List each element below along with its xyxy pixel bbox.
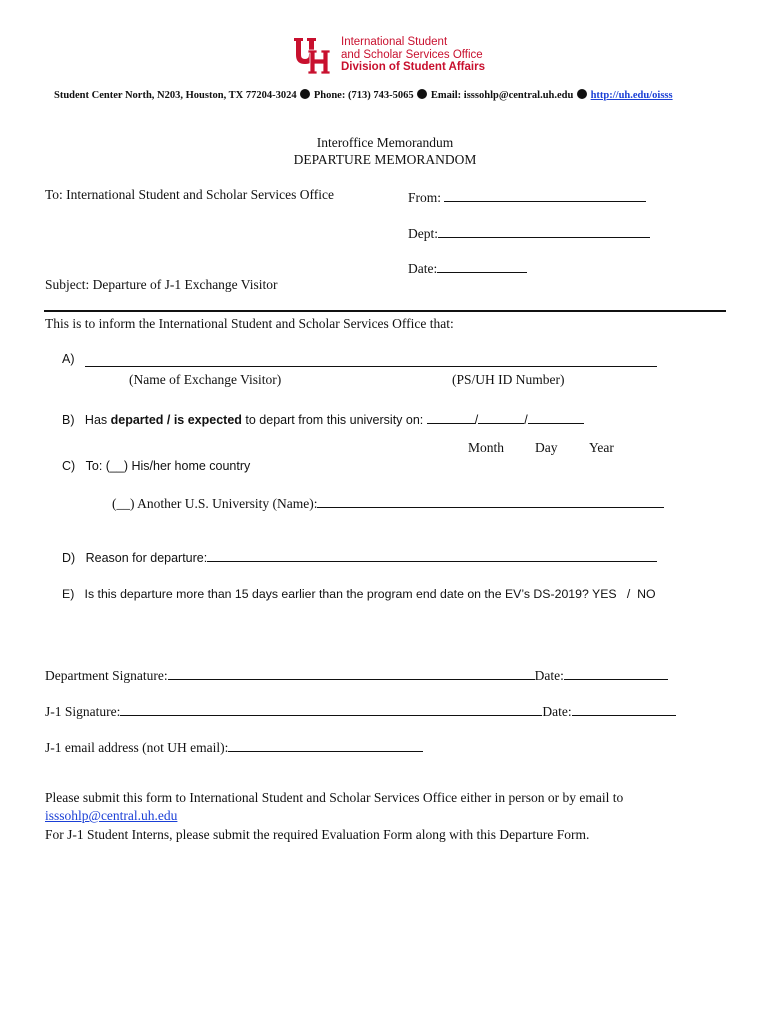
phone-icon <box>300 89 310 99</box>
item-b <box>62 409 584 427</box>
item-e-question: Is this departure more than 15 days earlier than the program end date on the EV’s DS-2019? <box>84 587 589 601</box>
interns-note: For J-1 Student Interns, please submit the required Evaluation Form along with this Departure Form. <box>45 827 590 842</box>
reason-field[interactable] <box>207 547 657 562</box>
item-e <box>62 587 656 601</box>
yes-no-sep: / <box>626 587 631 601</box>
dept-signature-date-label: Date: <box>534 668 564 683</box>
dept-label: Dept: <box>408 226 438 241</box>
date-sep-1: / <box>474 413 479 427</box>
yes-option[interactable]: YES <box>592 587 617 601</box>
contact-line <box>54 89 673 101</box>
j1-signature-date-field[interactable] <box>572 701 676 716</box>
dept-field[interactable] <box>438 223 650 238</box>
j1-email-row <box>45 737 423 756</box>
uh-logo-icon <box>292 36 336 76</box>
submit-email-link[interactable]: isssohlp@central.uh.edu <box>45 808 178 823</box>
item-d-label: D) <box>62 551 76 565</box>
j1-email-field[interactable] <box>228 737 423 752</box>
submit-email-row <box>45 808 177 824</box>
logo-line-3: Division of Student Affairs <box>341 61 485 73</box>
name-caption: (Name of Exchange Visitor) <box>129 372 282 387</box>
item-b-bold: departed / is expected <box>110 413 242 427</box>
item-b-suffix: to depart from this university on: <box>241 413 424 427</box>
date-row <box>408 258 527 277</box>
logo-line-2: and Scholar Services Office <box>341 48 483 61</box>
globe-icon <box>577 89 587 99</box>
memo-type: Interoffice Memorandum <box>316 135 454 150</box>
item-e-label: E) <box>62 587 75 601</box>
submit-instructions: Please submit this form to International Student and Scholar Services Office either in person or by email to <box>45 790 624 805</box>
j1-signature-field[interactable] <box>120 701 542 716</box>
email-icon <box>417 89 427 99</box>
visitor-name-id-field[interactable] <box>85 352 657 367</box>
from-row <box>408 187 646 206</box>
item-b-prefix: Has <box>84 413 111 427</box>
j1-signature-row <box>45 701 676 720</box>
phone-text: Phone: (713) 743-5065 <box>313 90 414 101</box>
address-text: Student Center North, N203, Houston, TX 77204-3024 <box>54 90 297 101</box>
item-d <box>62 547 657 565</box>
intro-text: This is to inform the International Student and Scholar Services Office that: <box>45 316 454 331</box>
dept-signature-label: Department Signature: <box>45 668 168 683</box>
day-caption: Day <box>535 440 558 455</box>
other-university-row <box>112 493 664 512</box>
subject-line: Subject: Departure of J-1 Exchange Visitor <box>45 277 278 292</box>
website-link[interactable]: http://uh.edu/oisss <box>590 90 673 101</box>
item-b-label: B) <box>62 413 75 427</box>
other-university-option[interactable]: (__) Another U.S. University (Name): <box>112 496 318 511</box>
dept-signature-date-field[interactable] <box>564 665 668 680</box>
dept-row <box>408 223 650 242</box>
date-label: Date: <box>408 261 438 276</box>
from-field[interactable] <box>444 187 646 202</box>
logo-line-1: International Student <box>341 36 448 48</box>
id-caption: (PS/UH ID Number) <box>452 372 565 387</box>
reason-label: Reason for departure: <box>85 551 208 565</box>
office-logo-text <box>341 36 485 74</box>
email-text: Email: isssohlp@central.uh.edu <box>430 90 574 101</box>
home-country-option[interactable]: To: (__) His/her home country <box>85 459 251 473</box>
item-a-label: A) <box>62 352 75 366</box>
memo-title: DEPARTURE MEMORANDOM <box>293 152 477 167</box>
university-name-field[interactable] <box>317 493 664 508</box>
year-caption: Year <box>589 440 614 455</box>
no-option[interactable]: NO <box>637 587 656 601</box>
j1-email-label: J-1 email address (not UH email): <box>45 740 229 755</box>
j1-signature-label: J-1 Signature: <box>45 704 121 719</box>
date-sep-2: / <box>524 413 528 427</box>
to-line: To: International Student and Scholar Services Office <box>45 187 334 202</box>
item-c-label: C) <box>62 459 76 473</box>
month-caption: Month <box>468 440 505 455</box>
dept-signature-row <box>45 665 668 684</box>
day-field[interactable] <box>478 409 524 424</box>
j1-signature-date-label: Date: <box>542 704 572 719</box>
date-field[interactable] <box>437 258 527 273</box>
from-label: From: <box>408 190 442 205</box>
year-field[interactable] <box>528 409 584 424</box>
divider <box>44 310 726 312</box>
month-field[interactable] <box>427 409 475 424</box>
item-c <box>62 459 250 473</box>
dept-signature-field[interactable] <box>168 665 535 680</box>
